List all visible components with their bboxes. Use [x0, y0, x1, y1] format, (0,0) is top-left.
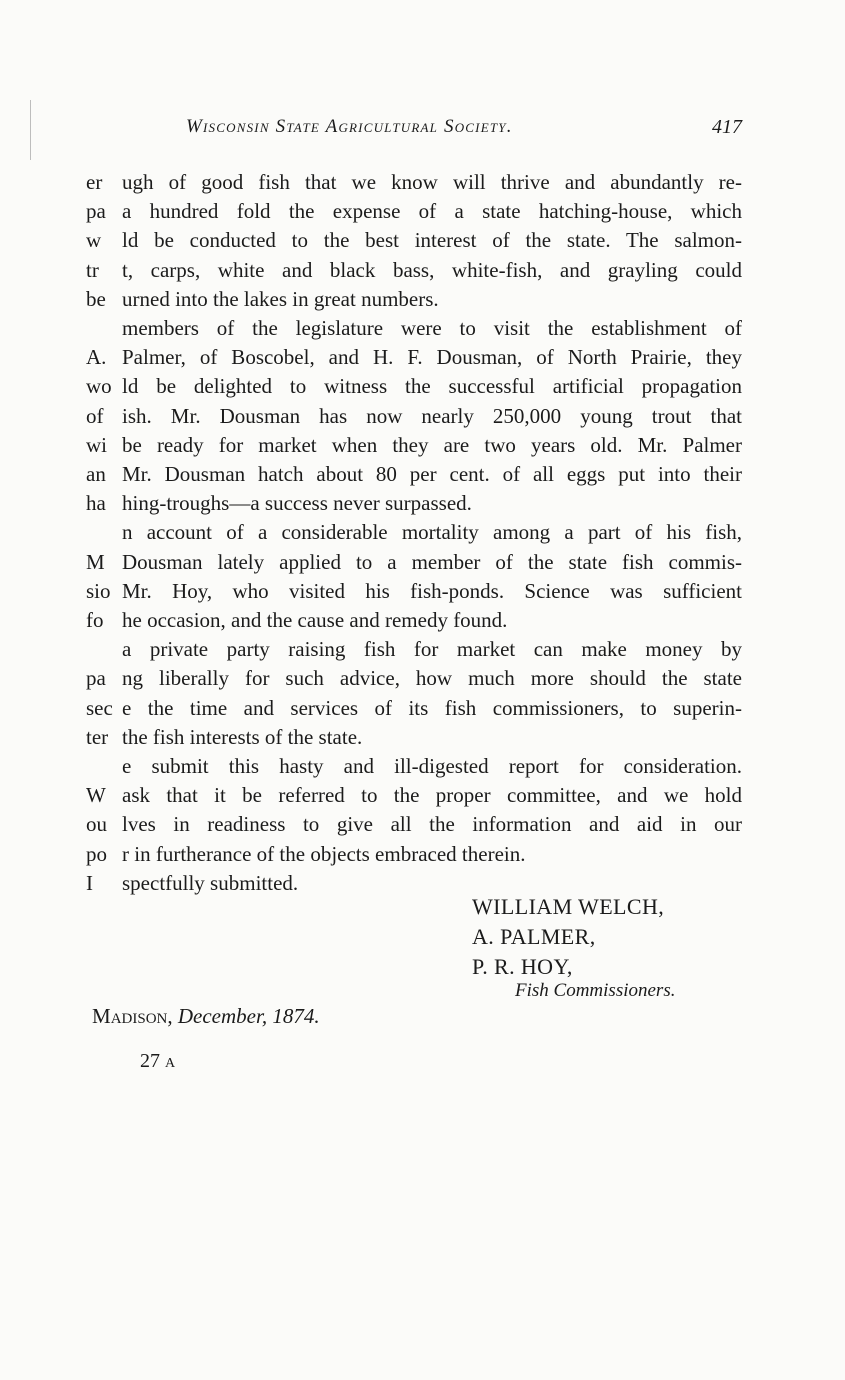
line-gutter-fragment: fo — [86, 608, 104, 632]
line-gutter-fragment: ou — [86, 812, 107, 837]
line-gutter-fragment: I — [86, 870, 93, 895]
line-gutter-fragment: pa — [86, 199, 106, 224]
line-text: r in furtherance of the objects embraced therein. — [122, 841, 526, 866]
line-text: Mr. Dousman hatch about 80 per cent. of all eggs put into their — [122, 462, 742, 486]
line-text: ld be conducted to the best interest of the state. The salmon- — [122, 228, 742, 253]
text-line — [0, 752, 845, 781]
dateline-date: December, 1874. — [177, 1004, 320, 1028]
text-line — [0, 869, 845, 898]
text-line — [0, 664, 845, 693]
line-gutter-fragment: M — [86, 549, 105, 574]
signature-number: 27 — [140, 1050, 160, 1072]
printer-signature-mark — [140, 1050, 176, 1073]
text-line — [0, 402, 845, 431]
line-text: ish. Mr. Dousman has now nearly 250,000 young trout that — [122, 403, 742, 428]
line-gutter-fragment: po — [86, 841, 107, 866]
line-text: ugh of good fish that we know will thrive and abundantly re- — [122, 170, 742, 194]
text-line — [0, 840, 845, 869]
line-text: a private party raising fish for market can make money by — [122, 637, 742, 662]
text-line — [0, 285, 845, 314]
text-line — [0, 810, 845, 839]
line-gutter-fragment: tr — [86, 257, 99, 282]
signatory-name: P. R. HOY, — [472, 954, 573, 979]
signatory-title: Fish Commissioners. — [515, 980, 676, 1001]
line-text: t, carps, white and black bass, white-fish, and grayling could — [122, 257, 742, 282]
text-line — [0, 518, 845, 547]
line-gutter-fragment: of — [86, 403, 104, 428]
line-gutter-fragment: W — [86, 783, 106, 808]
line-text: hing-troughs—a success never surpassed. — [122, 491, 472, 516]
line-text: lves in readiness to give all the information and aid in our — [122, 812, 742, 837]
line-text: Dousman lately applied to a member of the state fish commis- — [122, 549, 742, 574]
signature-letter: A — [165, 1056, 177, 1071]
line-text: be ready for market when they are two years old. Mr. Palmer — [122, 432, 742, 457]
page-edge-mark — [30, 100, 31, 160]
text-line — [0, 635, 845, 664]
line-gutter-fragment: ter — [86, 724, 109, 749]
line-text: urned into the lakes in great numbers. — [122, 286, 439, 311]
line-text: a hundred fold the expense of a state hatching-house, which — [122, 199, 742, 224]
line-text: members of the legislature were to visit the establishment of — [122, 316, 742, 340]
line-gutter-fragment: wi — [86, 432, 107, 457]
text-line — [0, 372, 845, 401]
line-text: Mr. Hoy, who visited his fish-ponds. Science was sufficient — [122, 578, 742, 603]
line-gutter-fragment: w — [86, 228, 102, 253]
text-line — [0, 226, 845, 255]
text-line — [0, 781, 845, 810]
text-line — [0, 489, 845, 518]
text-line — [0, 548, 845, 577]
signatory-name: WILLIAM WELCH, — [472, 894, 665, 919]
dateline-place: adison, — [110, 1004, 173, 1028]
text-line — [0, 343, 845, 372]
line-text: e submit this hasty and ill-digested report for consideration. — [122, 754, 742, 778]
text-line — [0, 168, 845, 197]
line-gutter-fragment: sio — [86, 578, 111, 603]
line-gutter-fragment: ha — [86, 491, 106, 516]
text-line — [0, 460, 845, 489]
line-text: spectfully submitted. — [122, 870, 299, 895]
text-line — [0, 694, 845, 723]
line-text: ng liberally for such advice, how much more should the state — [122, 666, 742, 691]
line-text: n account of a considerable mortality among a part of his fish, — [122, 520, 742, 545]
page-number: 417 — [712, 116, 742, 138]
signatory-name: A. PALMER, — [472, 924, 596, 949]
line-text: he occasion, and the cause and remedy found. — [122, 608, 508, 632]
running-header-title: Wisconsin State Agricultural Society. — [186, 116, 513, 137]
text-line — [0, 256, 845, 285]
line-gutter-fragment: sec — [86, 695, 113, 720]
text-line — [0, 314, 845, 343]
line-text: the fish interests of the state. — [122, 724, 363, 749]
text-line — [0, 606, 845, 635]
line-gutter-fragment: er — [86, 170, 103, 194]
line-text: e the time and services of its fish commissioners, to superin- — [122, 695, 742, 720]
dateline — [92, 1004, 320, 1029]
dateline-initial: M — [92, 1004, 111, 1028]
text-line — [0, 577, 845, 606]
text-line — [0, 431, 845, 460]
line-gutter-fragment: wo — [86, 374, 112, 399]
line-text: Palmer, of Boscobel, and H. F. Dousman, of North Prairie, they — [122, 345, 742, 370]
line-gutter-fragment: an — [86, 462, 106, 486]
line-text: ld be delighted to witness the successful artificial propagation — [122, 374, 742, 399]
line-gutter-fragment: pa — [86, 666, 106, 691]
line-gutter-fragment: A. — [86, 345, 107, 370]
line-text: ask that it be referred to the proper committee, and we hold — [122, 783, 742, 808]
text-line — [0, 723, 845, 752]
text-line — [0, 197, 845, 226]
line-gutter-fragment: be — [86, 286, 106, 311]
